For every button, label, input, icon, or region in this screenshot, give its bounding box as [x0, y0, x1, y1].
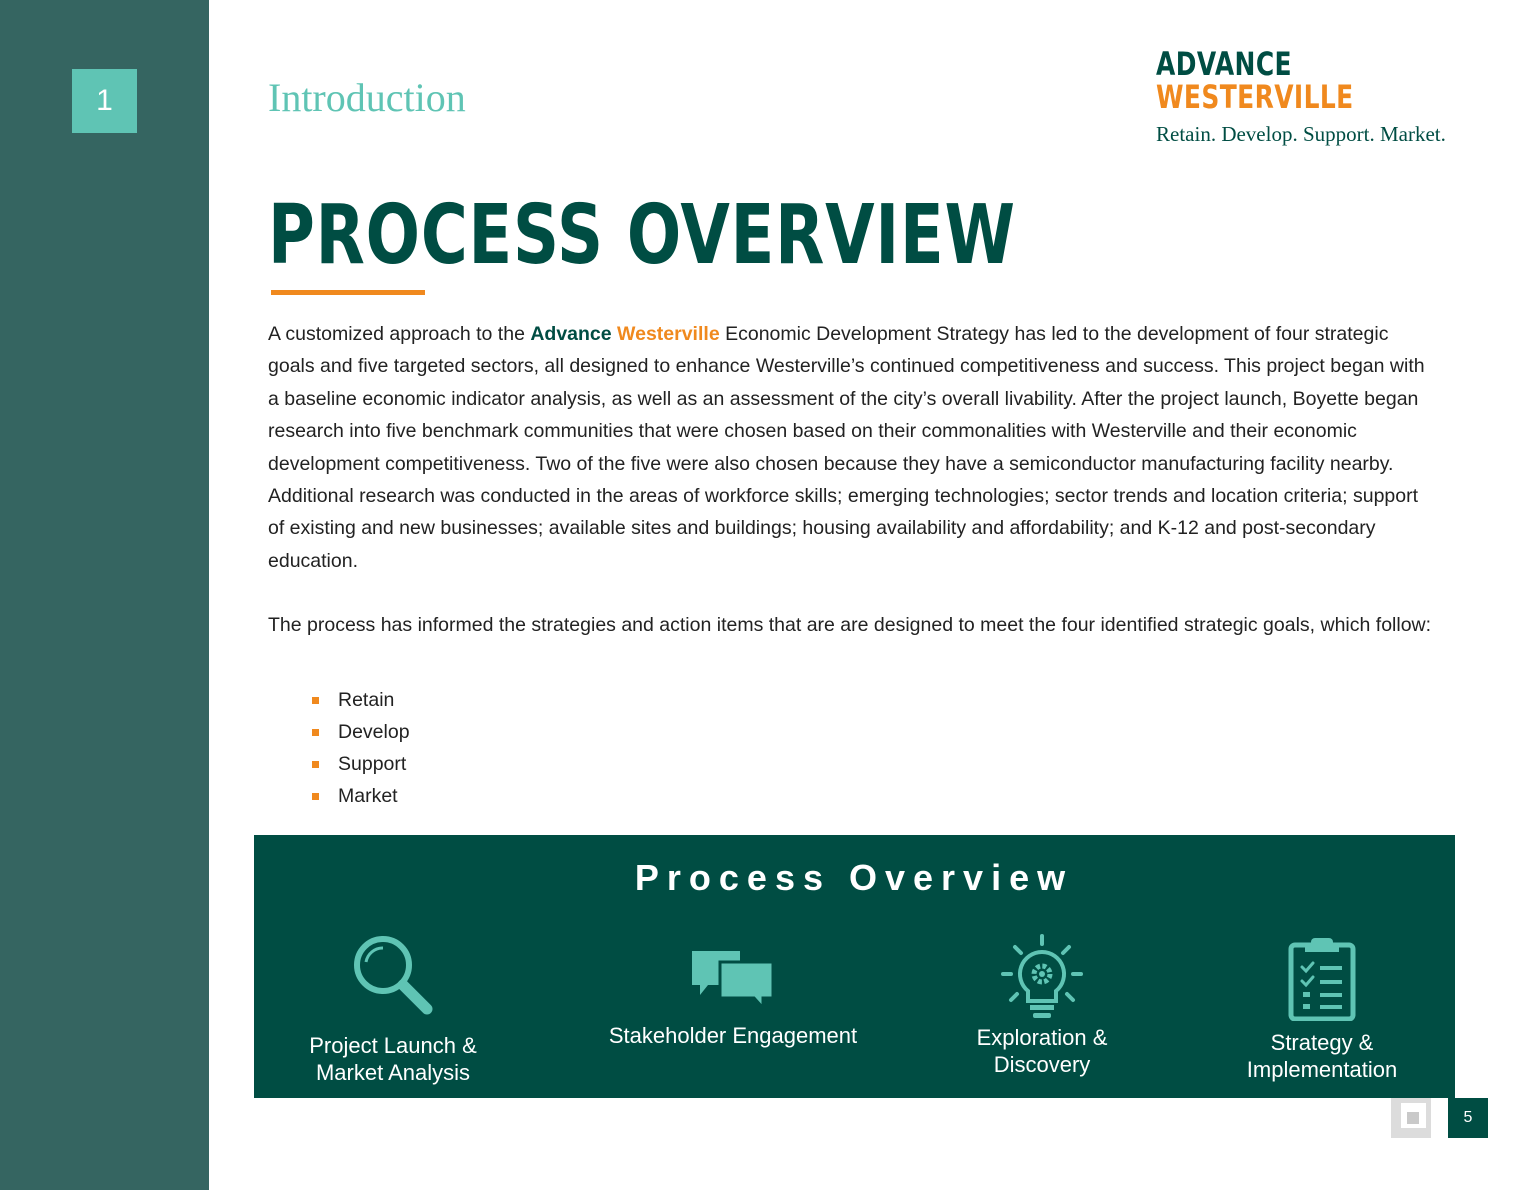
paragraph-1-rest: Economic Development Strategy has led to the development of four strategic goals and five targeted sectors, all designed to enhance Westerville’s continued competitiveness and success. This project began with a baseline economic indicator analysis, as well as an assessment of the city’s overall livability. After the project launch, Boyette began research into five benchmark communities that were chosen based on their commonalities with Westerville and their economic development competitiveness. Two of the five were also chosen because they have a semiconductor manufacturing facility nearby. Additional research was conducted in the areas of workforce skills; emerging technologies; sector trends and location criteria; support of existing and new businesses; available sites and buildings; housing availability and affordability; and K-12 and post-secondary education.: [268, 323, 1425, 572]
page-title: PROCESS OVERVIEW: [268, 188, 1016, 283]
title-underline: [271, 290, 425, 295]
clipboard-checklist-icon: [1287, 937, 1357, 1021]
step-label-line-1: Stakeholder Engagement: [608, 1023, 858, 1048]
process-step-strategy: [1212, 937, 1432, 1083]
goal-label: Retain: [338, 688, 395, 711]
keyword-advance: Advance: [530, 323, 612, 345]
paragraph-2: The process has informed the strategies and action items that are are designed to meet the four identified strategic goals, which follow:: [268, 614, 1432, 637]
list-item: [312, 716, 410, 748]
step-label-line-1: Project Launch &: [309, 1033, 477, 1058]
bullet-icon: [312, 793, 319, 800]
goal-label: Develop: [338, 720, 410, 743]
step-label-line-2: Market Analysis: [315, 1060, 471, 1085]
chapter-number: 1: [72, 69, 137, 133]
process-overview-title: Process Overview: [634, 857, 1074, 898]
bullet-icon: [312, 729, 319, 736]
logo: [1156, 45, 1446, 147]
process-step-launch: [283, 932, 503, 1086]
magnifier-icon: [350, 932, 436, 1018]
process-step-exploration: [942, 934, 1142, 1078]
step-label-line-1: Strategy &: [1270, 1030, 1374, 1055]
list-item: [312, 748, 410, 780]
goal-label: Support: [338, 752, 407, 775]
logo-line-2: WESTERVILLE: [1156, 78, 1354, 116]
logo-line-1: ADVANCE: [1156, 45, 1292, 83]
step-label-line-2: Discovery: [993, 1052, 1091, 1077]
logo-tagline: Retain. Develop. Support. Market.: [1156, 122, 1446, 146]
keyword-westerville: Westerville: [617, 323, 720, 345]
paragraph-1-start: A customized approach to the: [268, 323, 531, 345]
bullet-icon: [312, 761, 319, 768]
goal-list: [312, 684, 410, 812]
goal-label: Market: [338, 784, 398, 807]
chat-bubbles-icon: [690, 944, 776, 1010]
section-label: Introduction: [268, 75, 466, 120]
step-label-line-1: Exploration &: [976, 1025, 1108, 1050]
step-label-line-2: Implementation: [1246, 1057, 1398, 1082]
list-item: [312, 780, 410, 812]
page-number: 5: [1448, 1098, 1488, 1138]
lightbulb-gear-icon: [999, 934, 1085, 1022]
process-step-engagement: [583, 944, 883, 1049]
list-item: [312, 684, 410, 716]
sidebar: [0, 0, 209, 1190]
paragraph-1: [268, 318, 1438, 577]
publisher-mark-icon: [1391, 1098, 1431, 1138]
bullet-icon: [312, 697, 319, 704]
body-text: [268, 318, 1438, 674]
